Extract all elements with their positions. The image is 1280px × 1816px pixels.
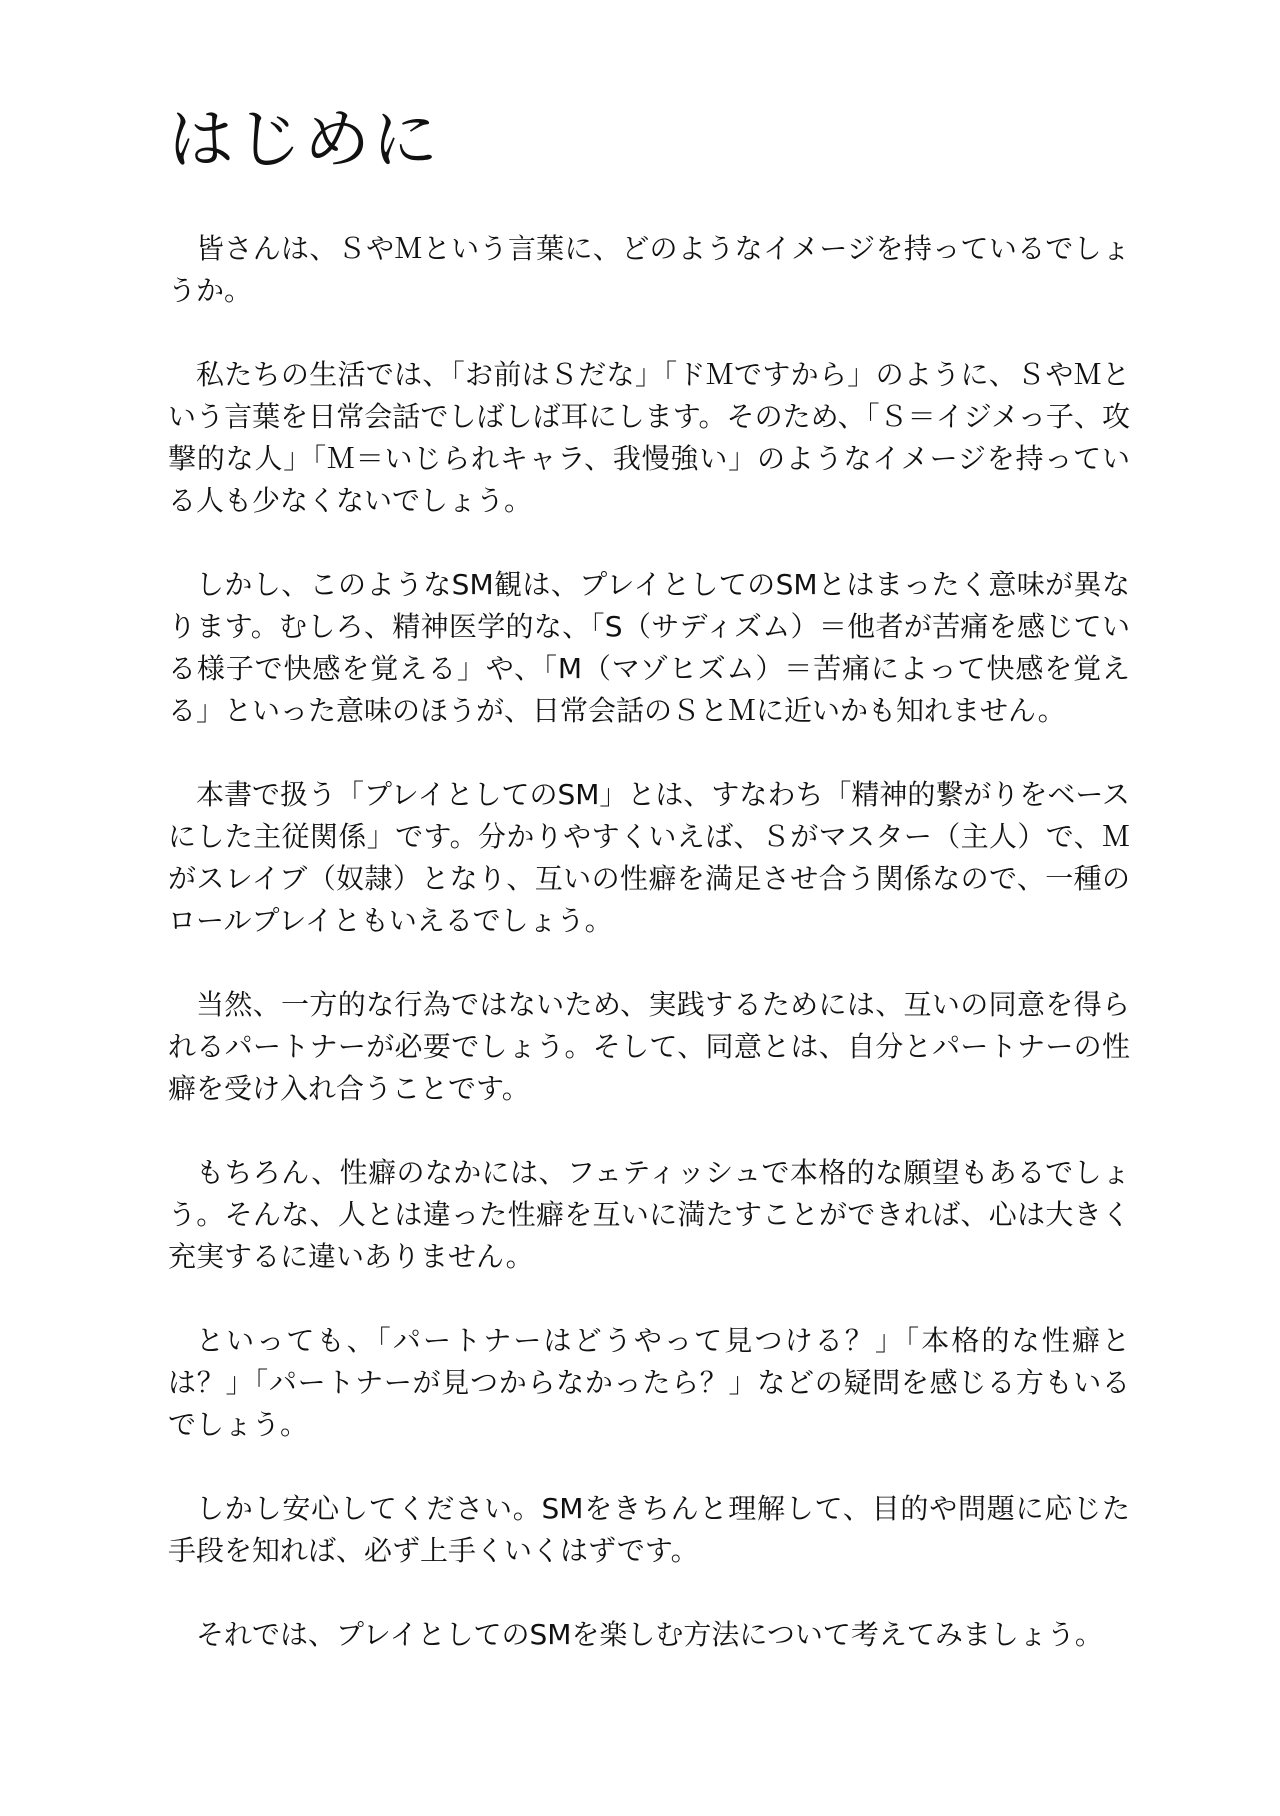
paragraph: 当然、一方的な行為ではないため、実践するためには、互いの同意を得られるパートナーが必要でしょう。そして、同意とは、自分とパートナーの性癖を受け入れ合うことです。 xyxy=(168,988,1130,1105)
body-text xyxy=(168,228,1130,1698)
paragraph: それでは、プレイとしてのSMを楽しむ方法について考えてみましょう。 xyxy=(196,1618,1103,1651)
paragraph: 本書で扱う「プレイとしてのSM」とは、すなわち「精神的繋がりをベースにした主従関係」です。分かりやすくいえば、Ｓがマスター（主人）で、Ｍがスレイブ（奴隷）となり、互いの性癖を満足させ合う関係なので、一種のロールプレイともいえるでしょう。 xyxy=(168,778,1131,937)
paragraph: といっても、「パートナーはどうやって見つける？」「本格的な性癖とは？」「パートナーが見つからなかったら？」などの疑問を感じる方もいるでしょう。 xyxy=(168,1324,1130,1441)
paragraph: 皆さんは、ＳやＭという言葉に、どのようなイメージを持っているでしょうか。 xyxy=(168,232,1130,307)
page-title: はじめに xyxy=(168,101,440,178)
paragraph: もちろん、性癖のなかには、フェティッシュで本格的な願望もあるでしょう。そんな、人とは違った性癖を互いに満たすことができれば、心は大きく充実するに違いありません。 xyxy=(168,1156,1130,1273)
paragraph: 私たちの生活では、「お前はＳだな」「ドＭですから」のように、ＳやＭという言葉を日常会話でしばしば耳にします。そのため、「Ｓ＝イジメっ子、攻撃的な人」「Ｍ＝いじられキャラ、我慢強い」のようなイメージを持っている人も少なくないでしょう。 xyxy=(168,358,1130,517)
paragraph: しかし安心してください。SMをきちんと理解して、目的や問題に応じた手段を知れば、必ず上手くいくはずです。 xyxy=(168,1492,1130,1567)
paragraph: しかし、このようなSM観は、プレイとしてのSMとはまったく意味が異なります。むしろ、精神医学的な、「S（サディズム）＝他者が苦痛を感じている様子で快感を覚える」や、「M（マゾヒズム）＝苦痛によって快感を覚える」といった意味のほうが、日常会話のＳとＭに近いかも知れません。 xyxy=(168,568,1130,727)
